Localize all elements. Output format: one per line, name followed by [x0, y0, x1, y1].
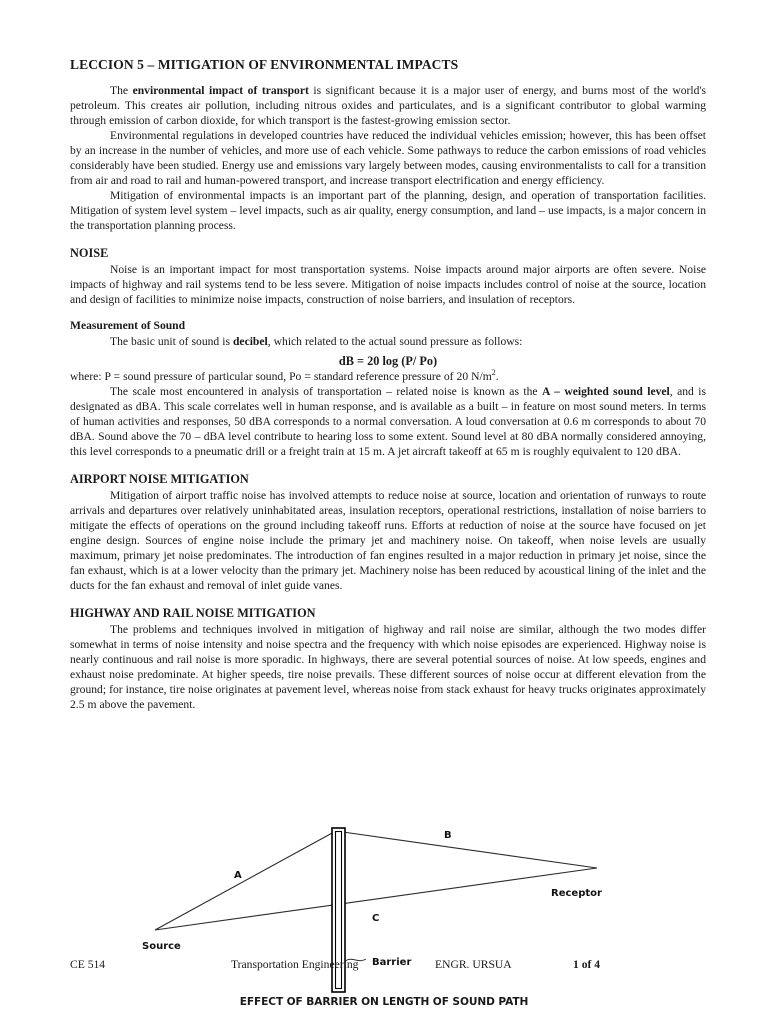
measurement-p2-pre: The scale most encountered in analysis of transportation – related noise is known as the: [110, 384, 542, 398]
footer-course-code: CE 514: [70, 958, 106, 971]
measurement-p2-bold: A – weighted sound level: [541, 384, 670, 398]
section-heading-airport-noise-mitigation: AIRPORT NOISE MITIGATION: [70, 471, 249, 486]
measurement-paragraph-2: [70, 385, 706, 460]
decibel-formula: dB = 20 log (P/ Po): [338, 353, 438, 368]
label-a: A: [234, 870, 242, 881]
label-receptor: Receptor: [551, 888, 602, 899]
measurement-p1-bold: decibel: [232, 334, 268, 348]
intro-p1-bold: environmental impact of transport: [132, 84, 309, 98]
intro-paragraph-3: Mitigation of environmental impacts is an important part of the planning, design, and operation of transportation facilities. Mitigation of system level system – level impacts, such as air quality, energy consumption, and land – use impacts, is a major concern in the transportation planning process.: [70, 188, 706, 232]
where-superscript: 2: [491, 368, 496, 378]
intro-paragraph-2: Environmental regulations in developed countries have reduced the individual vehicles emission; however, this has been offset by an increase in the number of vehicles, and more use of each vehicle. Some pathways to reduce the carbon emissions of road vehicles considerably have been studied. Energy use and emissions vary largely between modes, causing environmentalists to call for a transition from air and road to rail and human-powered transport, and increase transport electrification and energy efficiency.: [70, 129, 706, 187]
label-barrier: Barrier: [372, 957, 412, 968]
figure-effect-of-barrier: [0, 806, 768, 1024]
label-c: C: [372, 913, 380, 924]
intro-paragraph-1: [70, 84, 706, 129]
label-source: Source: [142, 941, 181, 952]
noise-paragraph-1: Noise is an important impact for most transportation systems. Noise impacts around major airports are often severe. Noise impacts of highway and rail systems tend to be less severe. Mitigation of noise impacts includes control of noise at the source, location and design of facilities to minimize noise impacts, construction of noise barriers, and insulation of receptors.: [70, 263, 706, 307]
barrier-sound-path-diagram: [0, 806, 768, 1024]
intro-p1-post: is significant because it is a major user of energy, and burns most of the world's petroleum. This creates air pollution, including nitrous oxides and particulates, and is a significant contributor to global warming through emission of carbon dioxide, for which transport is the fastest-growing emission sector.: [70, 84, 706, 128]
footer-subject: Transportation Engineering: [231, 958, 359, 971]
where-post: .: [495, 369, 499, 383]
measurement-p2-post: , and is designated as dBA. This scale correlates well in human response, and is available as a built – in feature on most sound meters. In terms of human activities and responses, 50 dBA corresponds to a normal conversation. A loud conversation at 0.6 m corresponds to about 70 dBA. Sound above the 70 – dBA level contribute to hearing loss to some extent. Sound level at 80 dBA normally considered annoying, this level corresponds to a pneumatic drill or a freight train at 15 m. A jet aircraft takeoff at 65 m is roughly equivalent to 120 dBA.: [70, 384, 706, 458]
measurement-paragraph-1: [70, 335, 706, 350]
highway-paragraph-1: The problems and techniques involved in mitigation of highway and rail noise are similar, although the two modes differ somewhat in terms of noise intensity and noise spectra and the frequency with which noise episodes are experienced. Highway noise is nearly continuous and rail noise is more sporadic. In highways, there are several potential sources of noise. At low speeds, engines and exhaust noise predominate. At higher speeds, tire noise prevails. These different sources of noise occur at different elevation from the ground; for instance, tire noise originates at pavement level, whereas noise from stack exhaust for heavy trucks originates approximately 2.5 m above the pavement.: [70, 623, 706, 712]
label-b: B: [444, 830, 452, 841]
section-heading-noise: NOISE: [70, 245, 109, 260]
section-heading-highway-rail-noise-mitigation: HIGHWAY AND RAIL NOISE MITIGATION: [70, 605, 316, 620]
measurement-p1-pre: The basic unit of sound is: [110, 334, 233, 348]
page-title: LECCION 5 – MITIGATION OF ENVIRONMENTAL IMPACTS: [70, 57, 459, 72]
subheading-measurement-of-sound: Measurement of Sound: [70, 319, 186, 333]
intro-p1-pre: The: [110, 84, 133, 98]
figure-caption: EFFECT OF BARRIER ON LENGTH OF SOUND PATH: [239, 996, 529, 1008]
formula-where-note: [70, 370, 706, 385]
footer-page-number: 1 of 4: [573, 958, 601, 971]
airport-paragraph-1: Mitigation of airport traffic noise has involved attempts to reduce noise at source, location and orientation of runways to route arrivals and departures over relatively uninhabitated areas, insulation receptors, operational restrictions, installation of noise barriers to mitigate the effects of operations on the ground including takeoff runs. Efforts at reduction of noise at the source have focused on jet engine design. Sources of engine noise include the primary jet and machinery noise. On takeoff, when noise levels are usually maximum, primary jet noise predominates. The introduction of fan engines resulted in a major reduction in primary jet noise, since the fan exhaust, which is at a lower velocity than the primary jet. Machinery noise has been reduced by acoustical lining of the inlet and the ducts for the fan exhaust and removal of inlet guide vanes.: [70, 489, 706, 592]
where-pre: where: P = sound pressure of particular sound, Po = standard reference pressure of 20 N/m: [70, 369, 492, 383]
footer-author: ENGR. URSUA: [435, 958, 512, 971]
sound-path-a-line: [155, 832, 334, 930]
sound-path-b-line: [343, 832, 597, 868]
measurement-p1-post: , which related to the actual sound pressure as follows:: [267, 334, 523, 348]
page-footer: [0, 958, 768, 980]
